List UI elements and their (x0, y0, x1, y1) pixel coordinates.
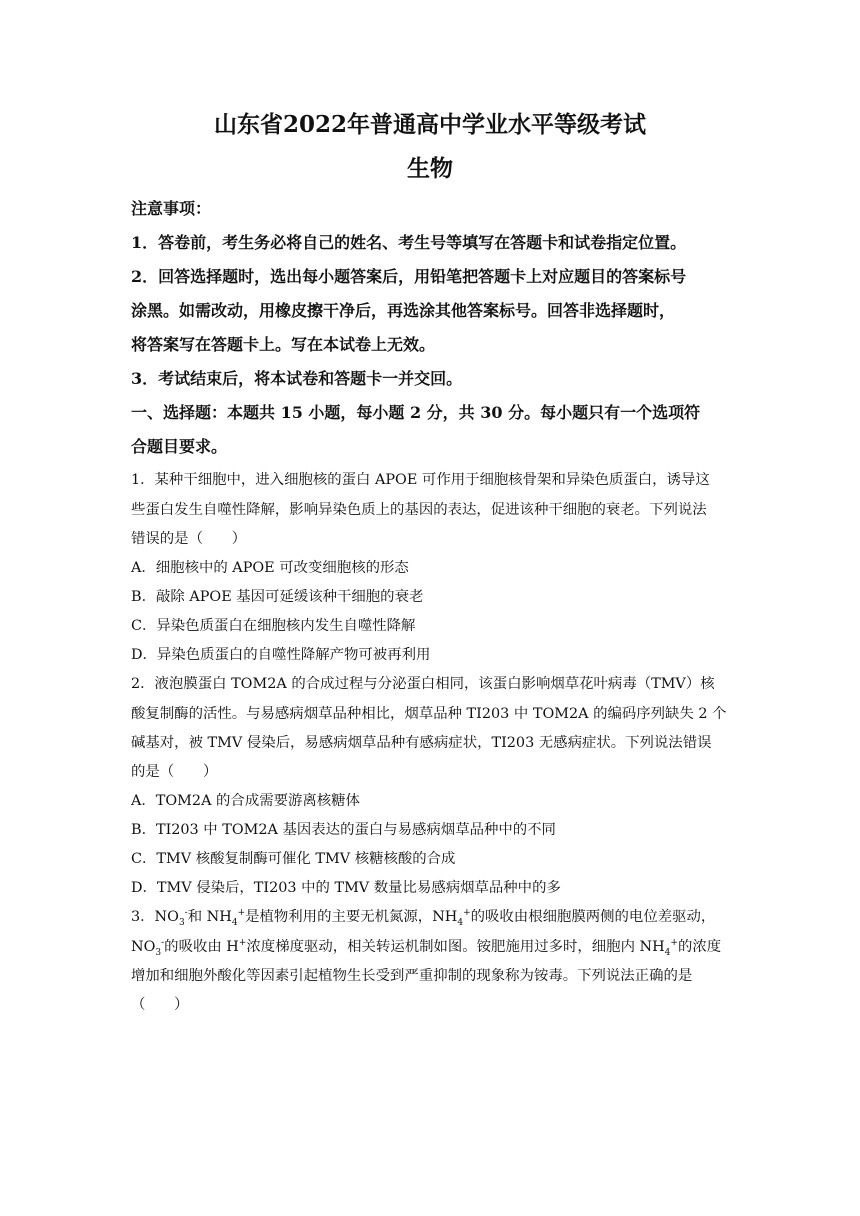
subject-title: 生物 (407, 155, 453, 182)
notice-line: 3．考试结束后，将本试卷和答题卡一并交回。 (131, 369, 463, 388)
question-2-option-b: B．TI203 中 TOM2A 基因表达的蛋白与易感病烟草品种中的不同 (131, 822, 556, 838)
question-2-stem: 2．液泡膜蛋白 TOM2A 的合成过程与分泌蛋白相同，该蛋白影响烟草花叶病毒（TMV）核 (131, 676, 715, 692)
notice-heading: 注意事项： (131, 199, 212, 218)
question-1-option-a: A．细胞核中的 APOE 可改变细胞核的形态 (131, 560, 409, 576)
question-2-option-c: C．TMV 核酸复制酶可催化 TMV 核糖核酸的合成 (131, 851, 456, 867)
notice-line: 2．回答选择题时，选出每小题答案后，用铅笔把答题卡上对应题目的答案标号 (131, 267, 687, 286)
question-3-stem: $NO_3^-$的吸收由 H+浓度梯度驱动，相关转运机制如图。铵肥施用过多时，细胞内 $NH_4^+$的浓度 (131, 938, 722, 958)
notice-line: 涂黑。如需改动，用橡皮擦干净后，再选涂其他答案标号。回答非选择题时， (131, 301, 676, 320)
question-1-option-d: D．异染色质蛋白的自噬性降解产物可被再利用 (131, 647, 431, 663)
question-1-option-b: B．敲除 APOE 基因可延缓该种干细胞的衰老 (131, 589, 424, 605)
question-3-stem: 增加和细胞外酸化等因素引起植物生长受到严重抑制的现象称为铵毒。下列说法正确的是 (131, 968, 693, 984)
question-1-stem: 错误的是（ ） (131, 531, 247, 547)
section-heading: 一、选择题：本题共 15 小题，每小题 2 分，共 30 分。每小题只有一个选项符 (131, 403, 701, 422)
question-2-option-a: A．TOM2A 的合成需要游离核糖体 (131, 793, 360, 809)
section-heading-cont: 合题目要求。 (131, 437, 228, 456)
question-1-stem: 些蛋白发生自噬性降解，影响异染色质上的基因的表达，促进该种干细胞的衰老。下列说法 (131, 502, 707, 518)
notice-line: 将答案写在答题卡上。写在本试卷上无效。 (131, 335, 436, 354)
exam-title: 山东省2022年普通高中学业水平等级考试 (213, 111, 646, 138)
notice-line: 1．答卷前，考生务必将自己的姓名、考生号等填写在答题卡和试卷指定位置。 (131, 233, 687, 252)
question-1-option-c: C．异染色质蛋白在细胞核内发生自噬性降解 (131, 618, 416, 634)
question-1-stem: 1．某种干细胞中，进入细胞核的蛋白 APOE 可作用于细胞核骨架和异染色质蛋白，诱导这 (131, 472, 710, 488)
question-2-stem: 碱基对，被 TMV 侵染后，易感病烟草品种有感病症状，TI203 无感病症状。下列说法错误 (131, 735, 712, 751)
question-2-option-d: D．TMV 侵染后，TI203 中的 TMV 数量比易感病烟草品种中的多 (131, 880, 561, 896)
question-3-stem: 3．$NO_3^-$和 $NH_4^+$是植物利用的主要无机氮源，$NH_4^+$的吸收由根细胞膜两侧的电位差驱动， (131, 908, 716, 928)
question-2-stem: 的是（ ） (131, 764, 218, 780)
question-2-stem: 酸复制酶的活性。与易感病烟草品种相比，烟草品种 TI203 中 TOM2A 的编码序列缺失 2 个 (131, 706, 727, 722)
question-3-stem: （ ） (131, 997, 189, 1013)
